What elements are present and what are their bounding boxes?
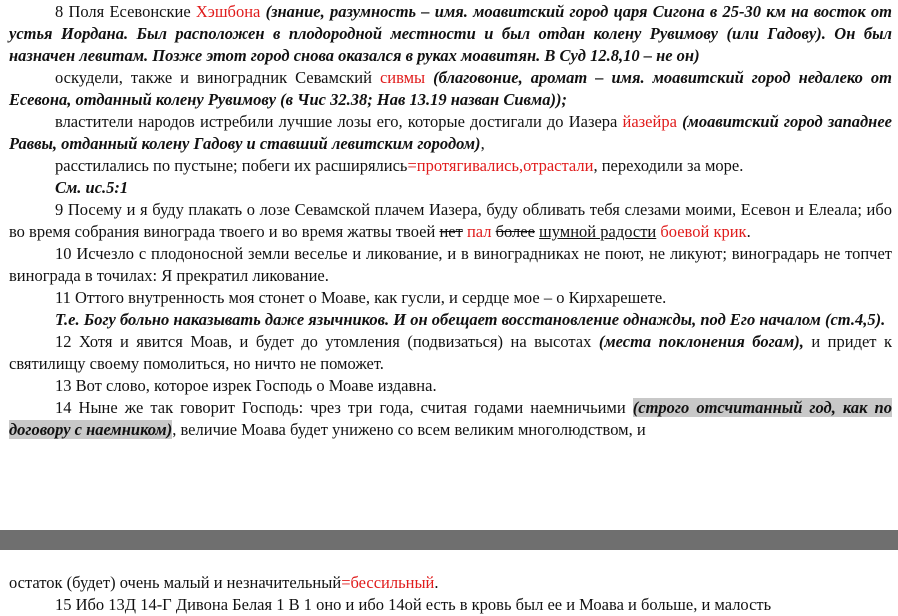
verse-11: 11 Оттого внутренность моя стонет о Моаве, как гусли, и сердце мое – о Кирхарешете.	[55, 288, 667, 307]
underlined-phrase: шумной радости	[539, 222, 657, 241]
hebrew-name: сивмы	[379, 68, 426, 87]
hebrew-name: йазейра	[622, 112, 677, 131]
verse-10: 10 Исчезло с плодоносной земли веселье и ликование, и в виноградниках не поют, не ликуют; виноградарь не топчет винограда в точилах: Я прекратил ликование.	[9, 244, 892, 285]
document-page-2	[0, 550, 898, 614]
commentary-note: (места поклонения богам),	[598, 332, 804, 351]
struck-word: нет	[439, 222, 463, 241]
commentary-note: (знание, разумность – имя. моавитский город царя Сигона в 25-30 км на восток от устья Иордана. Был расположен в плодородной местности и был отдан колену Рувимову (или Гадову). Он был назначен левитам. Позже этот город снова оказался в руках моавитян. В Суд 12.8,10 – не он)	[9, 2, 892, 65]
verse-14: 14 Ныне же так говорит Господь: чрез три года, считая годами наемничьими (строго отсчитанный год, как по договору с наемником), величие Моава будет унижено со всем великим многолюдством, и	[9, 398, 892, 439]
commentary-note: (моавитский город западнее Раввы, отданный колену Гадову и ставший левитским городом)	[9, 112, 892, 153]
verse-8-continued-3: расстилались по пустыне; побеги их расширялись=протягивались,отрастали, переходили за море.	[55, 156, 744, 175]
verse-9: 9 Посему и я буду плакать о лозе Севамской плачем Иазера, буду обливать тебя слезами моими, Есевон и Елеала; ибо во время собрания винограда твоего и во время жатвы твоей нет пал более шумной радости боевой крик.	[9, 200, 892, 241]
struck-word: более	[495, 222, 535, 241]
page-break	[0, 530, 898, 550]
verse-8-continued-2: властители народов истребили лучшие лозы его, которые достигали до Иазера йазейра (моавитский город западнее Раввы, отданный колену Гадову и ставший левитским городом),	[9, 112, 892, 153]
verse-12: 12 Хотя и явится Моав, и будет до утомления (подвизаться) на высотах (места поклонения богам), и придет к святилищу своему помолиться, но ничто не поможет.	[9, 332, 893, 373]
hebrew-name: Хэшбона	[195, 2, 261, 21]
commentary-note: (благовоние, аромат – имя. моавитский город недалеко от Есевона, отданный колену Рувимову (в Чис 32.38; Нав 13.19 назван Сивма));	[9, 68, 892, 109]
cross-reference: См. ис.5:1	[55, 178, 129, 197]
alternate-translation: боевой крик	[656, 222, 747, 241]
verse-13: 13 Вот слово, которое изрек Господь о Моаве издавна.	[55, 376, 437, 395]
verse-15-partial: 15 Ибо 13Д 14-Г Дивона Белая 1 В 1 оно и ибо 14ой есть в кровь был ее и Моава и больше, и малость	[55, 595, 772, 614]
commentary-paragraph: Т.е. Богу больно наказывать даже язычников. И он обещает восстановление однажды, под Его началом (ст.4,5).	[55, 310, 886, 329]
highlighted-note: (строго отсчитанный год, как по договору с наемником)	[9, 398, 892, 439]
alternate-translation: пал	[462, 222, 496, 241]
verse-8-continued: оскудели, также и виноградник Севамский сивмы (благовоние, аромат – имя. моавитский город недалеко от Есевона, отданный колену Рувимову (в Чис 32.38; Нав 13.19 назван Сивма));	[9, 68, 892, 109]
alternate-translation: =бессильный	[341, 573, 435, 592]
verse-14-continued: остаток (будет) очень малый и незначительный=бессильный.	[9, 573, 439, 592]
verse-8: 8 Поля Есевонские Хэшбона (знание, разумность – имя. моавитский город царя Сигона в 25-30 км на восток от устья Иордана. Был расположен в плодородной местности и был отдан колену Рувимову (или Гадову). Он был назначен левитам. Позже этот город снова оказался в руках моавитян. В Суд 12.8,10 – не он)	[9, 2, 892, 65]
alternate-translation: =протягивались,отрастали	[407, 156, 594, 175]
